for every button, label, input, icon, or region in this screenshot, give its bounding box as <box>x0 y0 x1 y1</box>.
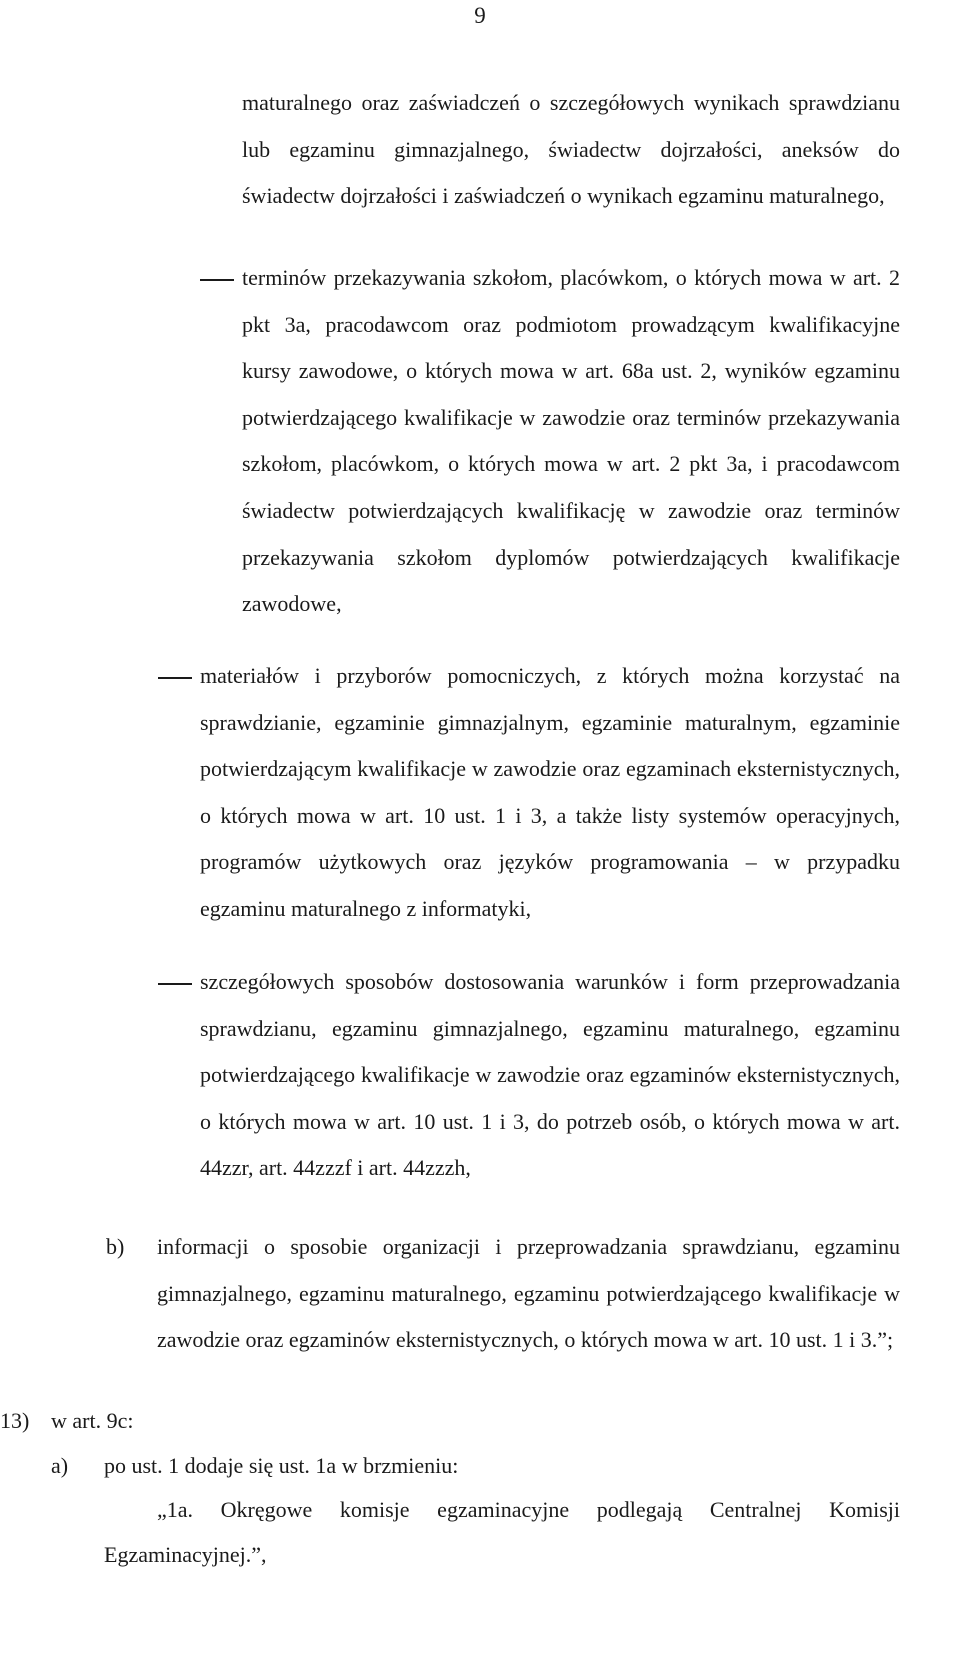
point-b-marker: b) <box>106 1234 125 1259</box>
dash-bullet <box>158 677 192 679</box>
dash-bullet <box>200 279 234 281</box>
item-13-marker: 13) <box>0 1408 30 1433</box>
quote-line-1: „1a. Okręgowe komisje egzaminacyjne podlegają Centralnej Komisji <box>157 1497 900 1522</box>
quote-line-2: Egzaminacyjnej.”, <box>104 1542 267 1567</box>
page-number: 9 <box>474 3 486 28</box>
point-a-marker: a) <box>51 1453 69 1478</box>
dash-bullet <box>158 983 192 985</box>
list-item-materialow: materiałów i przyborów pomocniczych, z których można korzystać na sprawdzianie, egzaminie gimnazjalnym, egzaminie maturalnym, egzaminie potwierdzającym kwalifikacje w zawodzie oraz egzaminach eksternistycznych, o których mowa w art. 10 ust. 1 i 3, a także listy systemów operacyjnych, programów użytkowych oraz języków programowania – w przypadku egzaminu maturalnego z informatyki, <box>200 663 900 921</box>
point-b-text: informacji o sposobie organizacji i przeprowadzania sprawdzianu, egzaminu gimnazjalnego, egzaminu maturalnego, egzaminu potwierdzającego kwalifikacje w zawodzie oraz egzaminów eksternistycznych, o których mowa w art. 10 ust. 1 i 3.”; <box>157 1234 900 1353</box>
list-item-szczegolowych: szczegółowych sposobów dostosowania warunków i form przeprowadzania sprawdzianu, egzaminu gimnazjalnego, egzaminu maturalnego, egzaminu potwierdzającego kwalifikacje w zawodzie oraz egzaminów eksternistycznych, o których mowa w art. 10 ust. 1 i 3, do potrzeb osób, o których mowa w art. 44zzr, art. 44zzzf i art. 44zzzh, <box>200 969 900 1181</box>
item-13-text: w art. 9c: <box>51 1408 134 1433</box>
continuation-paragraph: maturalnego oraz zaświadczeń o szczegółowych wynikach sprawdzianu lub egzaminu gimnazjalnego, świadectw dojrzałości, aneksów do świadectw dojrzałości i zaświadczeń o wynikach egzaminu maturalnego, <box>242 90 900 209</box>
point-a-text: po ust. 1 dodaje się ust. 1a w brzmieniu: <box>104 1453 459 1478</box>
list-item-terminow: terminów przekazywania szkołom, placówkom, o których mowa w art. 2 pkt 3a, pracodawcom oraz podmiotom prowadzącym kwalifikacyjne kursy zawodowe, o których mowa w art. 68a ust. 2, wyników egzaminu potwierdzającego kwalifikacje w zawodzie oraz terminów przekazywania szkołom, placówkom, o których mowa w art. 2 pkt 3a, i pracodawcom świadectw potwierdzających kwalifikację w zawodzie oraz terminów przekazywania szkołom dyplomów potwierdzających kwalifikacje zawodowe, <box>242 265 900 617</box>
